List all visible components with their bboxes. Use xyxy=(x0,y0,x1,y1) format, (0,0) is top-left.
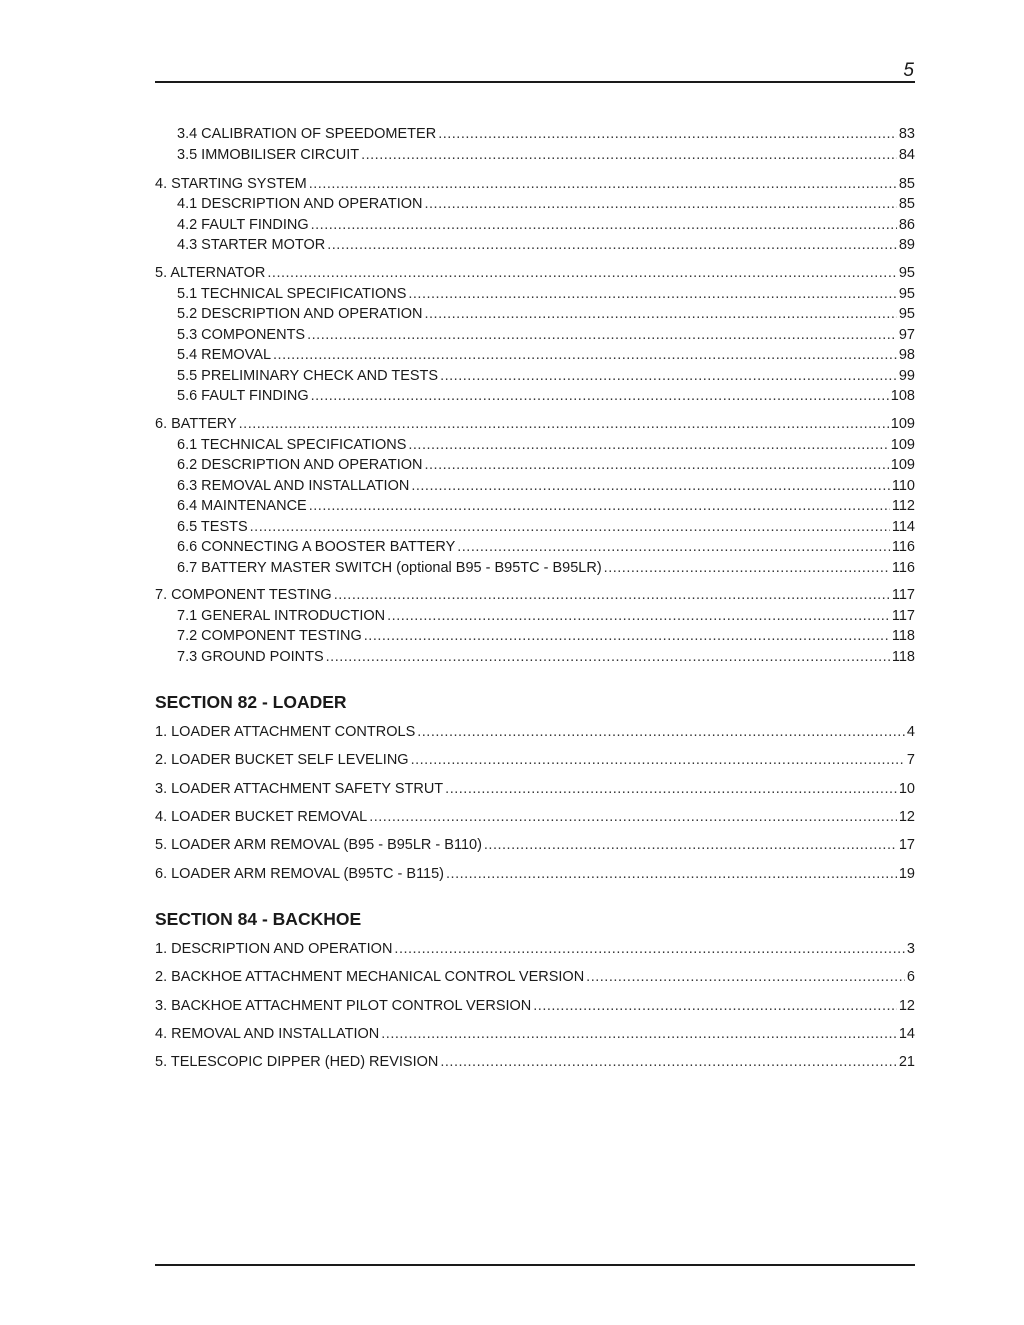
toc-entry-page: 83 xyxy=(898,126,915,142)
toc-entry-title: 6. BATTERY xyxy=(155,416,237,432)
dot-leader xyxy=(239,416,889,433)
toc-entry-page: 110 xyxy=(891,478,915,494)
dot-leader xyxy=(417,724,905,741)
toc-entry-title: 2. BACKHOE ATTACHMENT MECHANICAL CONTROL VERSION xyxy=(155,969,585,985)
toc-entry[interactable] xyxy=(155,837,915,854)
toc-entry-title: 5.1 TECHNICAL SPECIFICATIONS xyxy=(177,286,407,302)
toc-entry[interactable] xyxy=(177,457,915,474)
toc-entry[interactable] xyxy=(177,478,915,495)
dot-leader xyxy=(309,498,890,515)
toc-entry-title: 5.3 COMPONENTS xyxy=(177,327,306,343)
toc-entry-page: 112 xyxy=(891,498,915,514)
toc-entry[interactable] xyxy=(177,217,915,234)
toc-entry-title: 6.3 REMOVAL AND INSTALLATION xyxy=(177,478,410,494)
toc-entry-page: 95 xyxy=(898,286,915,302)
toc-entry[interactable] xyxy=(177,147,915,164)
toc-entry[interactable] xyxy=(155,1026,915,1043)
dot-leader xyxy=(311,217,897,234)
toc-entry[interactable] xyxy=(177,368,915,385)
toc-entry-page: 84 xyxy=(898,147,915,163)
dot-leader xyxy=(445,781,897,798)
dot-leader xyxy=(446,866,897,883)
toc-entry[interactable] xyxy=(155,941,915,958)
toc-entry-page: 108 xyxy=(890,388,915,404)
toc-entry[interactable] xyxy=(177,237,915,254)
toc-entry-page: 116 xyxy=(891,539,915,555)
dot-leader xyxy=(364,628,890,645)
toc-entry-title: 3.4 CALIBRATION OF SPEEDOMETER xyxy=(177,126,437,142)
dot-leader xyxy=(334,587,890,604)
section-heading: SECTION 84 - BACKHOE xyxy=(155,909,362,929)
toc-entry-title: 5.4 REMOVAL xyxy=(177,347,272,363)
toc-entry-title: 3. BACKHOE ATTACHMENT PILOT CONTROL VERSION xyxy=(155,998,532,1014)
toc-entry-title: 1. LOADER ATTACHMENT CONTROLS xyxy=(155,724,416,740)
toc-entry-page: 118 xyxy=(891,649,915,665)
toc-entry[interactable] xyxy=(177,286,915,303)
toc-entry-page: 4 xyxy=(906,724,915,740)
dot-leader xyxy=(440,1054,897,1071)
toc-entry-title: 4.3 STARTER MOTOR xyxy=(177,237,326,253)
dot-leader xyxy=(394,941,905,958)
toc-entry[interactable] xyxy=(177,519,915,536)
toc-entry-page: 95 xyxy=(898,306,915,322)
toc-entry-title: 6.1 TECHNICAL SPECIFICATIONS xyxy=(177,437,407,453)
toc-entry-title: 6.5 TESTS xyxy=(177,519,248,535)
toc-entry[interactable] xyxy=(155,866,915,883)
toc-entry-page: 114 xyxy=(891,519,915,535)
dot-leader xyxy=(307,327,897,344)
toc-entry-page: 109 xyxy=(890,457,915,473)
dot-leader xyxy=(424,196,896,213)
toc-entry-page: 21 xyxy=(898,1054,915,1070)
toc-entry-page: 19 xyxy=(898,866,915,882)
toc-entry-title: 1. DESCRIPTION AND OPERATION xyxy=(155,941,393,957)
toc-entry[interactable] xyxy=(177,498,915,515)
toc-entry-page: 109 xyxy=(890,437,915,453)
dot-leader xyxy=(387,608,890,625)
dot-leader xyxy=(250,519,890,536)
toc-entry-title: 5. TELESCOPIC DIPPER (HED) REVISION xyxy=(155,1054,439,1070)
toc-entry-page: 85 xyxy=(898,196,915,212)
toc-entry-page: 95 xyxy=(898,265,915,281)
toc-entry-page: 89 xyxy=(898,237,915,253)
dot-leader xyxy=(267,265,896,282)
toc-entry-page: 97 xyxy=(898,327,915,343)
header-rule xyxy=(155,81,915,83)
toc-entry[interactable] xyxy=(177,327,915,344)
toc-entry[interactable] xyxy=(155,752,915,769)
dot-leader xyxy=(411,478,890,495)
toc-entry-page: 12 xyxy=(898,809,915,825)
section-heading: SECTION 82 - LOADER xyxy=(155,692,347,712)
toc-entry[interactable] xyxy=(177,126,915,143)
toc-entry[interactable] xyxy=(155,1054,915,1071)
dot-leader xyxy=(533,998,897,1015)
toc-entry[interactable] xyxy=(155,724,915,741)
toc-entry[interactable] xyxy=(177,539,915,556)
toc-entry[interactable] xyxy=(177,306,915,323)
dot-leader xyxy=(411,752,905,769)
page-number: 5 xyxy=(903,60,914,81)
toc-entry-title: 7.3 GROUND POINTS xyxy=(177,649,324,665)
toc-entry[interactable] xyxy=(155,416,915,433)
dot-leader xyxy=(327,237,897,254)
toc-entry-page: 14 xyxy=(898,1026,915,1042)
toc-entry-page: 17 xyxy=(898,837,915,853)
dot-leader xyxy=(424,306,896,323)
toc-entry-title: 7. COMPONENT TESTING xyxy=(155,587,332,603)
toc-entry-page: 6 xyxy=(906,969,915,985)
toc-entry-page: 7 xyxy=(906,752,915,768)
toc-entry-page: 117 xyxy=(891,587,915,603)
toc-entry-page: 98 xyxy=(898,347,915,363)
dot-leader xyxy=(457,539,890,556)
toc-entry-title: 3.5 IMMOBILISER CIRCUIT xyxy=(177,147,360,163)
dot-leader xyxy=(604,560,890,577)
toc-entry[interactable] xyxy=(155,998,915,1015)
toc-entry[interactable] xyxy=(155,265,915,282)
toc-entry-title: 6.7 BATTERY MASTER SWITCH (optional B95 - B95TC - B95LR) xyxy=(177,560,602,576)
toc-entry-page: 109 xyxy=(890,416,915,432)
toc-entry-page: 10 xyxy=(898,781,915,797)
toc-entry-title: 7.1 GENERAL INTRODUCTION xyxy=(177,608,386,624)
toc-entry[interactable] xyxy=(155,809,915,826)
toc-entry-page: 117 xyxy=(891,608,915,624)
toc-entry-title: 5.6 FAULT FINDING xyxy=(177,388,309,404)
toc-entry-title: 4.1 DESCRIPTION AND OPERATION xyxy=(177,196,423,212)
toc-entry-title: 6.4 MAINTENANCE xyxy=(177,498,307,514)
toc-entry[interactable] xyxy=(177,388,915,405)
dot-leader xyxy=(361,147,897,164)
toc-entry[interactable] xyxy=(177,560,915,577)
toc-entry-title: 4. LOADER BUCKET REMOVAL xyxy=(155,809,368,825)
toc-entry-page: 3 xyxy=(906,941,915,957)
dot-leader xyxy=(311,388,889,405)
dot-leader xyxy=(381,1026,897,1043)
dot-leader xyxy=(369,809,897,826)
toc-entry-page: 118 xyxy=(891,628,915,644)
toc-entry[interactable] xyxy=(155,969,915,986)
toc-entry-title: 4. STARTING SYSTEM xyxy=(155,176,307,192)
toc-entry-page: 116 xyxy=(891,560,915,576)
toc-entry-title: 6.2 DESCRIPTION AND OPERATION xyxy=(177,457,423,473)
dot-leader xyxy=(424,457,888,474)
dot-leader xyxy=(309,176,897,193)
toc-entry[interactable] xyxy=(177,649,915,666)
toc-entry-title: 6. LOADER ARM REMOVAL (B95TC - B115) xyxy=(155,866,445,882)
dot-leader xyxy=(586,969,905,986)
toc-entry-title: 5. ALTERNATOR xyxy=(155,265,266,281)
toc-entry-page: 99 xyxy=(898,368,915,384)
dot-leader xyxy=(326,649,890,666)
toc-entry-title: 2. LOADER BUCKET SELF LEVELING xyxy=(155,752,409,768)
toc-entry[interactable] xyxy=(177,437,915,454)
toc-entry-title: 5.2 DESCRIPTION AND OPERATION xyxy=(177,306,423,322)
toc-entry-title: 4.2 FAULT FINDING xyxy=(177,217,309,233)
dot-leader xyxy=(484,837,897,854)
toc-entry[interactable] xyxy=(155,781,915,798)
toc-entry[interactable] xyxy=(177,196,915,213)
toc-entry-page: 85 xyxy=(898,176,915,192)
toc-entry-title: 4. REMOVAL AND INSTALLATION xyxy=(155,1026,380,1042)
toc-entry-page: 12 xyxy=(898,998,915,1014)
toc-entry-page: 86 xyxy=(898,217,915,233)
toc-entry-title: 3. LOADER ATTACHMENT SAFETY STRUT xyxy=(155,781,444,797)
toc-entry[interactable] xyxy=(177,608,915,625)
toc-entry[interactable] xyxy=(155,587,915,604)
dot-leader xyxy=(438,126,897,143)
dot-leader xyxy=(408,437,888,454)
toc-entry[interactable] xyxy=(177,628,915,645)
toc-entry-title: 7.2 COMPONENT TESTING xyxy=(177,628,362,644)
dot-leader xyxy=(440,368,897,385)
toc-entry[interactable] xyxy=(155,176,915,193)
dot-leader xyxy=(273,347,897,364)
toc-entry[interactable] xyxy=(177,347,915,364)
toc-entry-title: 5.5 PRELIMINARY CHECK AND TESTS xyxy=(177,368,439,384)
toc-entry-title: 5. LOADER ARM REMOVAL (B95 - B95LR - B110) xyxy=(155,837,482,853)
toc-entry-title: 6.6 CONNECTING A BOOSTER BATTERY xyxy=(177,539,456,555)
footer-rule xyxy=(155,1264,915,1266)
dot-leader xyxy=(408,286,896,303)
